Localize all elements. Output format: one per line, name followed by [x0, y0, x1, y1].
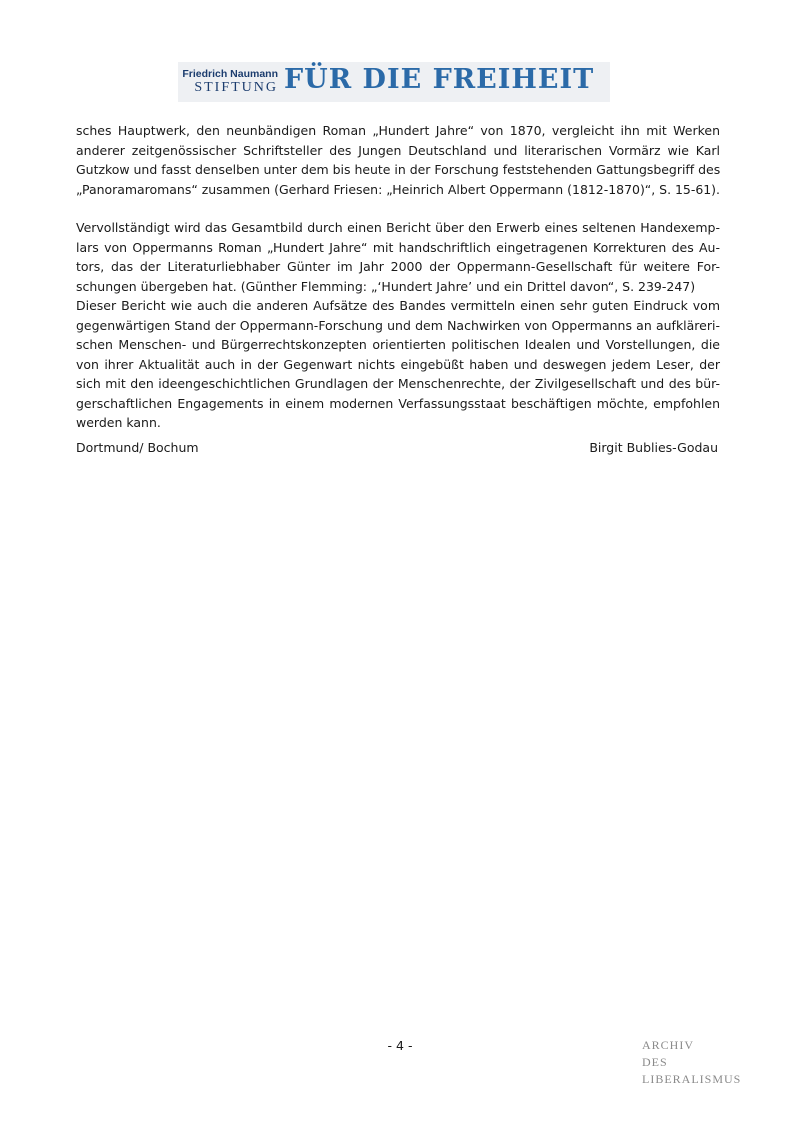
logo-slogan: FÜR DIE FREIHEIT — [284, 64, 595, 95]
archive-watermark — [642, 1037, 741, 1088]
text-line: schungen übergeben hat. (Günther Flemming: „‘Hundert Jahre’ und ein Drittel davon“, S. 239-247) — [76, 278, 696, 294]
document-body — [76, 121, 720, 452]
text-line: Vervollständigt wird das Gesamtbild durch einen Bericht über den Erwerb eines seltenen Handexemp- — [76, 220, 720, 235]
paragraph-1 — [76, 121, 720, 199]
text-line: anderer zeitgenössischer Schriftsteller des Jungen Deutschland und literarischen Vormärz wie Karl — [76, 142, 720, 158]
logo-stiftung: STIFTUNG — [194, 80, 278, 95]
text-line: „Panoramaromans“ zusammen (Gerhard Friesen: „Heinrich Albert Oppermann (1812-1870)“, S. 15-61). — [76, 181, 720, 197]
foundation-logo — [178, 62, 610, 102]
text-line: tors, das der Literaturliebhaber Günter im Jahr 2000 der Oppermann-Gesellschaft für weitere For- — [76, 259, 720, 274]
paragraph-2 — [76, 218, 720, 433]
text-line: Dieser Bericht wie auch die anderen Aufsätze des Bandes vermitteln einen sehr guten Eindruck vom — [76, 298, 720, 313]
text-line: sich mit den ideengeschichtlichen Grundlagen der Menschenrechte, der Zivilgesellschaft und des bür- — [76, 376, 720, 391]
text-line: von ihrer Aktualität auch in der Gegenwart nichts eingebüßt haben und deswegen jedem Leser, der — [76, 356, 720, 372]
archive-line: LIBERALISMUS — [642, 1072, 742, 1086]
text-line: lars von Oppermanns Roman „Hundert Jahre“ mit handschriftlich eingetragenen Korrekturen des Au- — [76, 239, 720, 255]
text-line: werden kann. — [76, 415, 161, 430]
logo-foundation-name: Friedrich Naumann — [182, 68, 278, 80]
text-line: Gutzkow und fasst denselben unter dem bis heute in der Forschung feststehenden Gattungsbegriff des — [76, 162, 721, 177]
place: Dortmund/ Bochum — [76, 440, 199, 455]
author: Birgit Bublies-Godau — [589, 440, 718, 455]
text-line: gerschaftlichen Engagements in einem modernen Verfassungsstaat beschäftigen möchte, empfohlen — [76, 395, 720, 411]
archive-line: ARCHIV — [642, 1038, 695, 1052]
text-line: sches Hauptwerk, den neunbändigen Roman „Hundert Jahre“ von 1870, vergleicht ihn mit Werken — [76, 123, 720, 138]
logo-left-block — [182, 68, 278, 96]
page-number: - 4 - — [387, 1038, 413, 1053]
archive-line: DES — [642, 1055, 668, 1069]
text-line: schen Menschen- und Bürgerrechtskonzepten orientierten politischen Idealen und Vorstellungen, die — [76, 337, 720, 352]
text-line: gegenwärtigen Stand der Oppermann-Forschung und dem Nachwirken von Oppermanns an aufkläreri- — [76, 317, 720, 333]
